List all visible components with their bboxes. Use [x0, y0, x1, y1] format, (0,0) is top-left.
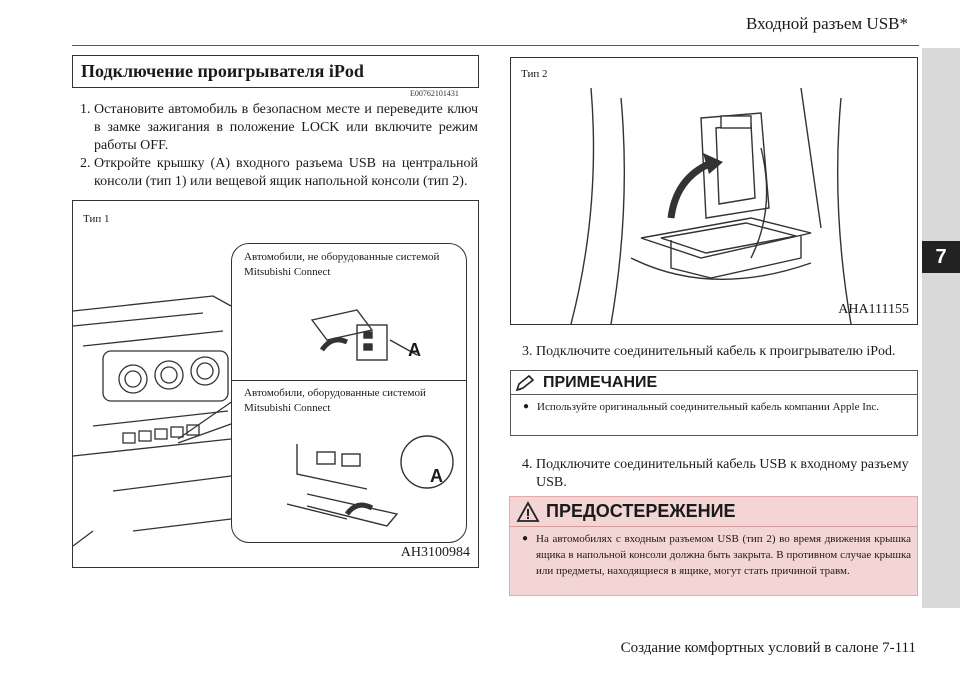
step-text: Откройте крышку (A) входного разъема USB на центральной консоли (тип 1) или вещевой ящик напольной консоли (тип 2). — [94, 156, 478, 189]
figure-label: Тип 1 — [83, 213, 110, 225]
marker-a-top: A — [408, 340, 421, 360]
callout-top-text: Автомобили, не оборудованные системой Mitsubishi Connect — [244, 251, 440, 278]
step-1 — [80, 101, 478, 155]
marker-a-bottom: A — [430, 466, 443, 486]
callout-bottom-text: Автомобили, оборудованные системой Mitsubishi Connect — [244, 387, 426, 414]
figure-label: Тип 2 — [521, 68, 548, 80]
warning-triangle-icon — [516, 501, 540, 523]
dashboard-illustration — [73, 201, 233, 561]
step-4 — [522, 456, 918, 492]
figure-code: AH3100984 — [400, 545, 470, 560]
step-text: Остановите автомобиль в безопасном месте и переведите ключ в замке зажигания в положение LOCK или включите режим работы OFF. — [94, 102, 478, 153]
bullet-icon: ● — [523, 401, 530, 412]
note-body — [511, 395, 917, 415]
chapter-number: 7 — [922, 241, 960, 273]
step-2 — [80, 155, 478, 191]
step-number: 2. — [80, 156, 91, 171]
warning-text: На автомобилях с входным разъемом USB (тип 2) во время движения крышка ящика в напольной консоли должна быть закрыта. В противном случае крышка или предметы, находящиеся в ящике, могут стать причиной травм. — [536, 533, 911, 577]
step-number: 1. — [80, 102, 91, 117]
note-box — [510, 370, 918, 436]
pencil-icon — [515, 374, 537, 392]
warning-header — [510, 497, 917, 527]
note-title: ПРИМЕЧАНИЕ — [543, 373, 658, 391]
figure-code: AHA111155 — [838, 302, 909, 317]
step-number: 4. — [522, 457, 533, 472]
step-number: 3. — [522, 344, 533, 359]
console-box-illustration — [511, 58, 917, 324]
bullet-icon: ● — [522, 533, 529, 544]
header-rule — [72, 45, 919, 46]
note-text: Используйте оригинальный соединительный кабель компании Apple Inc. — [537, 401, 879, 413]
figure-type-2 — [510, 57, 918, 325]
figure-type-1 — [72, 200, 479, 568]
header-title: Входной разъем USB* — [746, 14, 908, 33]
footer: Создание комфортных условий в салоне 7-111 — [620, 640, 916, 656]
warning-box — [509, 496, 918, 596]
chapter-tab — [922, 48, 960, 608]
warning-title: ПРЕДОСТЕРЕЖЕНИЕ — [546, 501, 736, 521]
step-text: Подключите соединительный кабель USB к входному разъему USB. — [536, 457, 909, 490]
note-header — [511, 371, 917, 395]
steps-left — [80, 101, 478, 191]
step-3 — [522, 343, 918, 361]
warning-body — [510, 527, 917, 579]
callout-divider — [232, 380, 466, 381]
callout — [231, 243, 467, 543]
usb-lid-illustration-1 — [302, 300, 442, 380]
step-text: Подключите соединительный кабель к проигрывателю iPod. — [536, 344, 896, 359]
section-title: Подключение проигрывателя iPod — [72, 55, 479, 88]
section-code: E00762101431 — [410, 89, 459, 98]
